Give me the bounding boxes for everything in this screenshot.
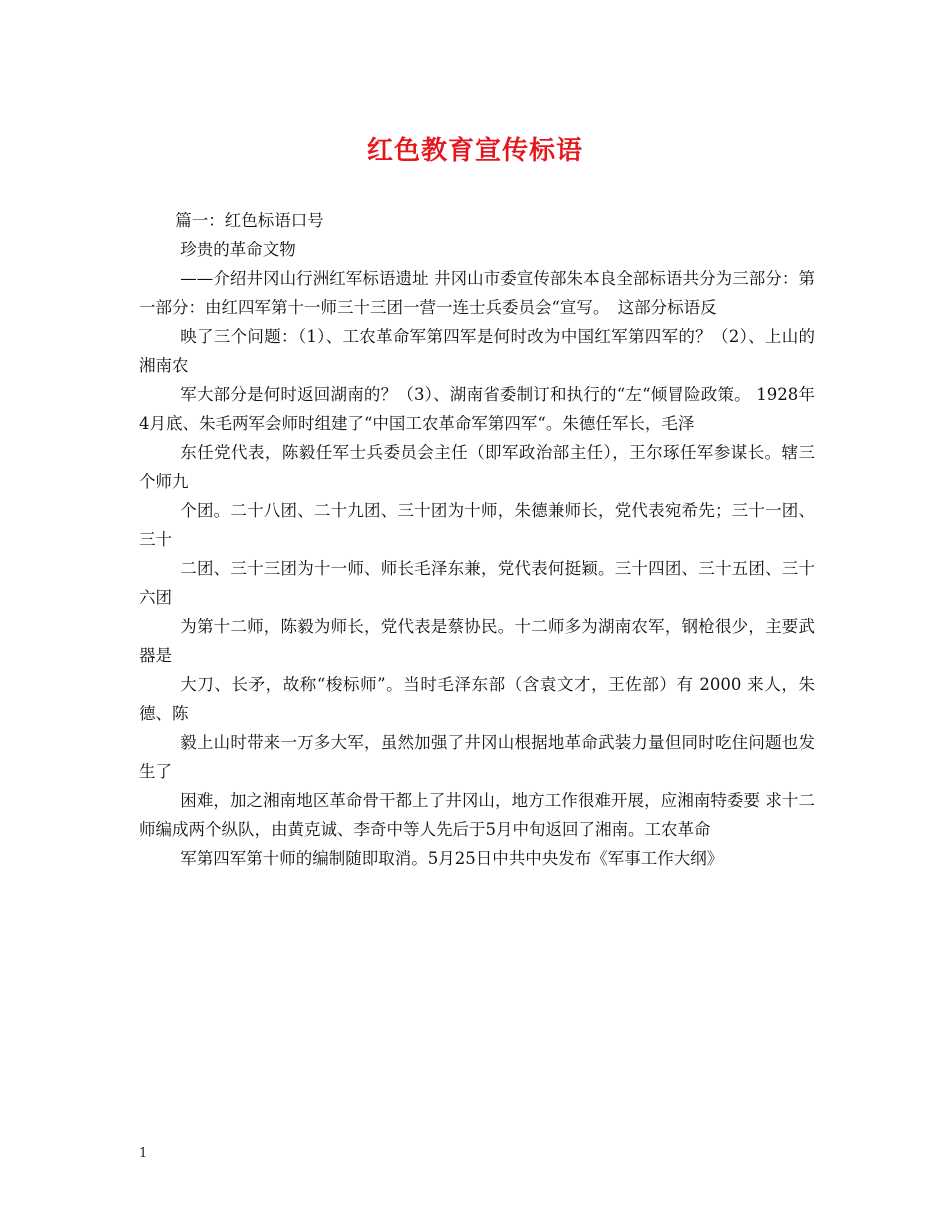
page-number: 1 xyxy=(139,1146,148,1161)
article-title: 珍贵的革命文物 xyxy=(180,240,296,259)
document-title: 红色教育宣传标语 xyxy=(366,136,583,166)
document-body xyxy=(139,206,815,873)
body-paragraph: 个团。二十八团、二十九团、三十团为十师，朱德兼师长，党代表宛希先；三十一团、三十 xyxy=(139,501,815,549)
body-paragraph: 东任党代表，陈毅任军士兵委员会主任（即军政治部主任），王尔琢任军参谋长。辖三个师九 xyxy=(139,443,815,491)
body-paragraph: 毅上山时带来一万多大军，虽然加强了井冈山根据地革命武装力量但同时吃住问题也发生了 xyxy=(139,733,815,781)
body-paragraph: 军大部分是何时返回湖南的？（3）、湖南省委制订和执行的“左“倾冒险政策。 1928年4月底、朱毛两军会师时组建了“中国工农革命军第四军“。朱德任军长，毛泽 xyxy=(139,385,815,433)
body-paragraph: 二团、三十三团为十一师、师长毛泽东兼，党代表何挺颖。三十四团、三十五团、三十六团 xyxy=(139,559,815,607)
body-paragraph: 困难，加之湘南地区革命骨干都上了井冈山，地方工作很难开展，应湘南特委要 求十二师编成两个纵队，由黄克诚、李奇中等人先后于5月中旬返回了湘南。工农革命 xyxy=(139,791,815,839)
section-heading: 篇一：红色标语口号 xyxy=(175,211,324,230)
body-paragraph: 军第四军第十师的编制随即取消。5月25日中共中央发布《军事工作大纲》 xyxy=(180,849,724,868)
body-paragraph: 映了三个问题：（1）、工农革命军第四军是何时改为中国红军第四军的？（2）、上山的湘南农 xyxy=(139,327,815,375)
body-paragraph: 为第十二师，陈毅为师长，党代表是蔡协民。十二师多为湖南农军，钢枪很少，主要武器是 xyxy=(139,617,815,665)
body-paragraph: 大刀、长矛，故称“梭标师”。当时毛泽东部（含袁文才，王佐部）有 2000 来人，朱德、陈 xyxy=(139,675,815,723)
body-paragraph: ——介绍井冈山行洲红军标语遗址 井冈山市委宣传部朱本良全部标语共分为三部分：第一部分：由红四军第十一师三十三团一营一连士兵委员会“宣写。 这部分标语反 xyxy=(139,269,815,317)
